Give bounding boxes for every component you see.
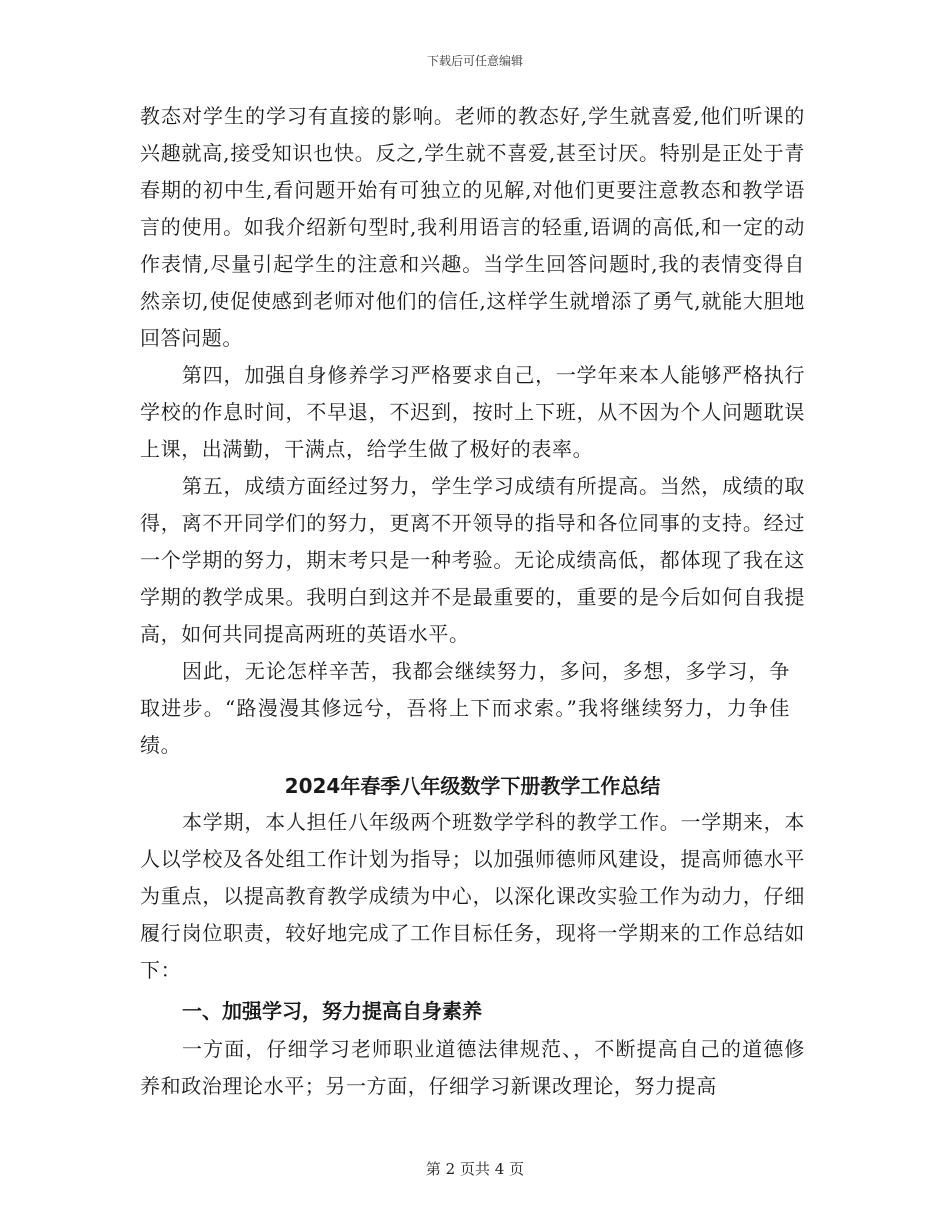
paragraph-teaching-manner: 教态对学生的学习有直接的影响。老师的教态好,学生就喜爱,他们听课的兴趣就高,接受知识也快。反之,学生就不喜爱,甚至讨厌。特别是正处于青春期的初中生,看问题开始有可独立的见解,对他们更要注意教态和教学语言的使用。如我介绍新句型时,我利用语言的轻重,语调的高低,和一定的动作表情,尽量引起学生的注意和兴趣。当学生回答问题时,我的表情变得自然亲切,使促使感到老师对他们的信任,这样学生就增添了勇气,就能大胆地回答问题。 [140,104,805,350]
paragraph-study: 一方面，仔细学习老师职业道德法律规范、，不断提高自己的道德修养和政治理论水平；另一方面，仔细学习新课改理论，努力提高 [140,1037,805,1098]
page-footer: 第 2 页共 4 页 [425,1160,525,1178]
document-body [140,98,805,1105]
section-title: 2024年春季八年级数学下册教学工作总结 [284,774,661,798]
paragraph-conclusion: 因此，无论怎样辛苦，我都会继续努力，多问，多想，多学习，争取进步。“路漫漫其修远兮，吾将上下而求索。”我将继续努力，力争佳绩。 [140,659,790,757]
paragraph-intro: 本学期，本人担任八年级两个班数学学科的教学工作。一学期来，本人以学校及各处组工作计划为指导；以加强师德师风建设，提高师德水平为重点，以提高教育教学成绩为中心，以深化课改实验工作为动力，仔细履行岗位职责，较好地完成了工作目标任务，现将一学期来的工作总结如下： [140,810,805,982]
paragraph-fifth-point: 第五，成绩方面经过努力，学生学习成绩有所提高。当然，成绩的取得，离不开同学们的努力，更离不开领导的指导和各位同事的支持。经过一个学期的努力，期末考只是一种考验。无论成绩高低，都体现了我在这学期的教学成果。我明白到这并不是最重要的，重要的是今后如何自我提高，如何共同提高两班的英语水平。 [140,474,805,646]
page-header: 下载后可任意编辑 [426,54,523,68]
paragraph-fourth-point: 第四，加强自身修养学习严格要求自己，一学年来本人能够严格执行学校的作息时间，不早退，不迟到，按时上下班，从不因为个人问题耽误上课，出满勤，干满点，给学生做了极好的表率。 [140,363,805,461]
section-heading-1: 一、加强学习，努力提高自身素养 [182,999,482,1023]
